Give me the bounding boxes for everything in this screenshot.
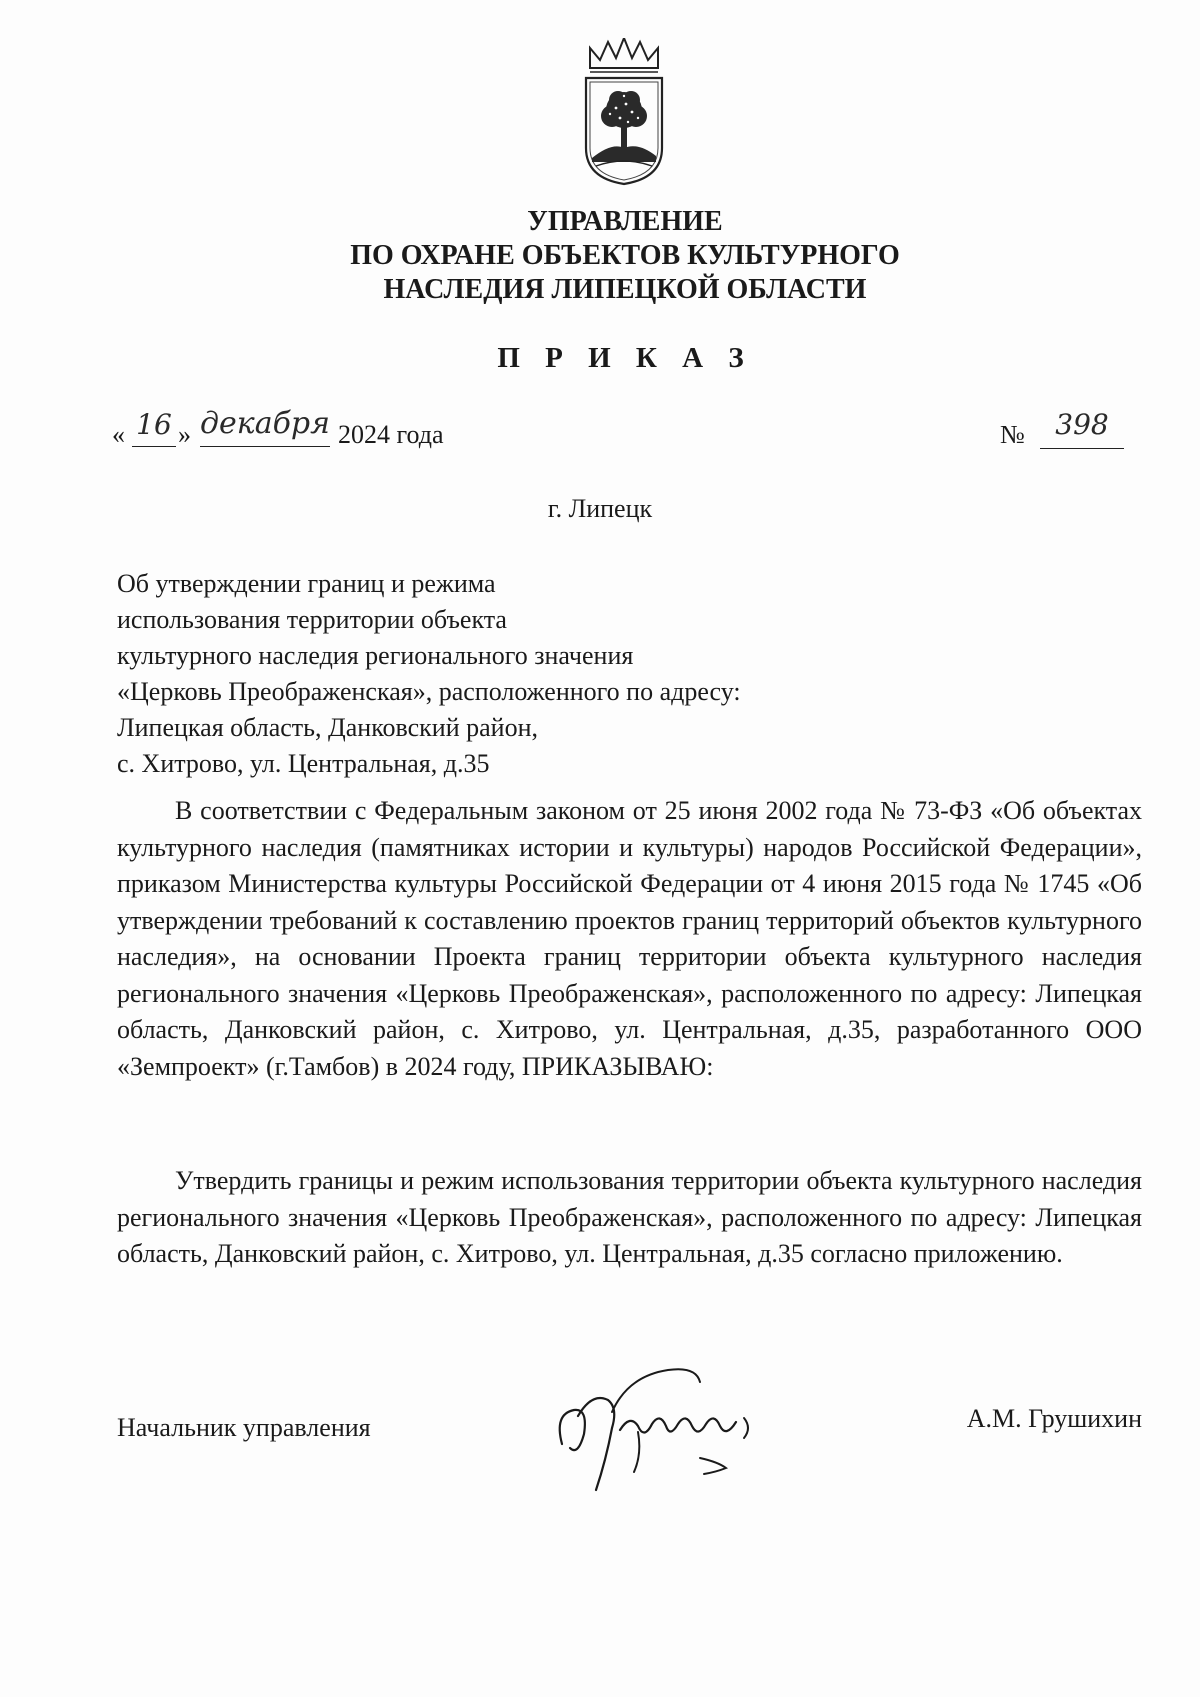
number-handwritten: 398 — [1040, 408, 1124, 449]
header-line-1: УПРАВЛЕНИЕ — [527, 206, 723, 237]
preamble-text: В соответствии с Федеральным законом от 25 июня 2002 года № 73-ФЗ «Об объектах культурного наследия (памятниках истории и культуры) народов Российской Федерации», приказом Министерства культуры Российской Федерации от 4 июня 2015 года № 1745 «Об утверждении требований к составлению проектов границ территорий объектов культурного наследия», на основании Проекта границ территории объекта культурного наследия регионального значения «Церковь Преображенская», расположенного по адресу: Липецкая область, Данковский район, с. Хитрово, ул. Центральная, д.35, разработанного ООО «Земпроект» (г.Тамбов) в 2024 году, ПРИКАЗЫВАЮ: — [117, 796, 1142, 1081]
organization-header — [200, 205, 1050, 307]
signatory-position: Начальник управления — [117, 1413, 371, 1442]
preamble-paragraph — [117, 793, 1142, 1085]
decision-text: Утвердить границы и режим использования территории объекта культурного наследия регионального значения «Церковь Преображенская», расположенного по адресу: Липецкая область, Данковский район, с. Хитрово, ул. Центральная, д.35 согласно приложению. — [117, 1166, 1142, 1268]
number-label: № — [1000, 420, 1025, 449]
decision-paragraph — [117, 1163, 1142, 1273]
date-open-quote: « — [112, 420, 125, 449]
date-year: 2024 года — [338, 420, 444, 449]
coat-of-arms-icon — [576, 38, 672, 186]
subject-line-5: Липецкая область, Данковский район, — [117, 713, 539, 742]
header-line-3: НАСЛЕДИЯ ЛИПЕЦКОЙ ОБЛАСТИ — [383, 274, 867, 305]
date-day-handwritten: 16 — [132, 408, 176, 447]
date-month-handwritten: декабря — [200, 406, 330, 447]
order-date — [112, 406, 512, 454]
subject-line-4: «Церковь Преображенская», расположенного по адресу: — [117, 677, 741, 706]
signatory-name: А.М. Грушихин — [966, 1404, 1142, 1433]
subject-line-1: Об утверждении границ и режима — [117, 569, 496, 598]
date-close-quote: » — [178, 420, 191, 449]
order-number — [1000, 408, 1140, 458]
order-subject — [117, 566, 877, 782]
signature-icon — [548, 1352, 788, 1497]
order-title: П Р И К А З — [497, 342, 753, 374]
city-line: г. Липецк — [547, 494, 653, 523]
subject-line-6: с. Хитрово, ул. Центральная, д.35 — [117, 749, 490, 778]
subject-line-3: культурного наследия регионального значения — [117, 641, 634, 670]
subject-line-2: использования территории объекта — [117, 605, 507, 634]
header-line-2: ПО ОХРАНЕ ОБЪЕКТОВ КУЛЬТУРНОГО — [350, 240, 900, 271]
